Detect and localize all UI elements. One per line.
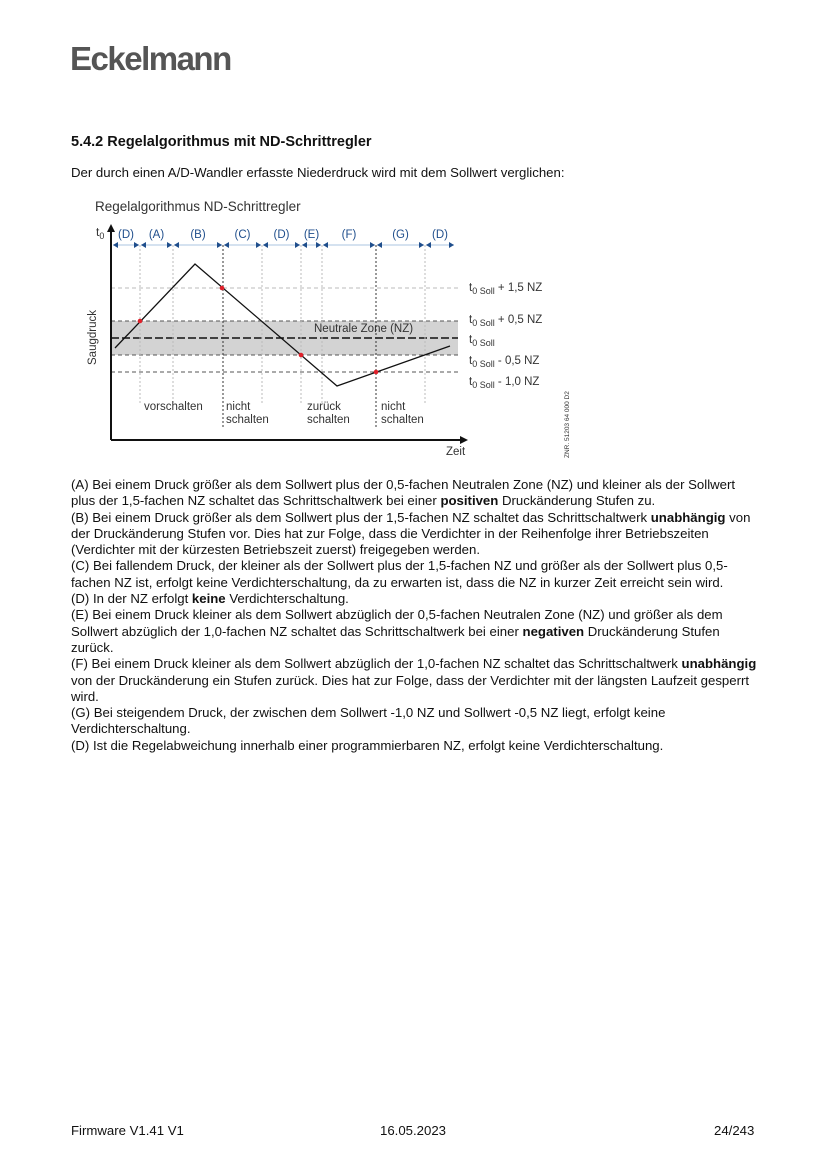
- action-label: schalten: [307, 414, 350, 426]
- phase-label: (D): [432, 229, 448, 241]
- footer-version: Firmware V1.41 V1: [71, 1123, 184, 1138]
- phase-label: (A): [148, 229, 165, 241]
- eckelmann-logo: Eckelmann: [70, 40, 231, 77]
- action-label: nicht: [226, 401, 251, 413]
- explanation-paragraph: [71, 558, 761, 591]
- explanation-paragraph: [71, 510, 761, 559]
- phase-label: (E): [303, 229, 320, 241]
- section-heading: 5.4.2 Regelalgorithmus mit ND-Schrittregler: [71, 134, 372, 150]
- level-label: $t_{0 Soll} + 0,5$ NZ: [469, 314, 543, 328]
- phase-label: (G): [392, 229, 409, 241]
- phase-label: (D): [273, 229, 290, 241]
- emphasis: unabhängig: [650, 509, 726, 525]
- explanation-paragraph: [71, 656, 761, 705]
- text: von der Druckänderung Stufen vor. Dies hat zur Folge, dass die Verdichter in der Reihenfolge ihrer Betriebszeiten (Verdichter mit der kürzesten Betriebszeit zuerst) freigegeben werden.: [71, 509, 751, 558]
- text: Druckänderung Stufen zu.: [498, 493, 656, 509]
- svg-text:t0: $t_0$: [96, 225, 105, 241]
- text: (E) Bei einem Druck kleiner als dem Sollwert abzüglich der 0,5-fachen Neutralen Zone (NZ) und größer als dem Sollwert abzüglich der 1,0-fachen NZ schaltet das Schrittschaltwerk bei einer: [71, 607, 723, 639]
- phase-label: (D): [118, 229, 134, 241]
- text: (D) In der NZ erfolgt: [71, 591, 192, 607]
- intro-text: Der durch einen A/D-Wandler erfasste Niederdruck wird mit dem Sollwert verglichen:: [71, 165, 565, 180]
- action-label: schalten: [381, 414, 424, 426]
- text: Verdichterschaltung.: [225, 591, 349, 607]
- explanation-paragraph: [71, 607, 761, 656]
- explanation-paragraph: [71, 705, 761, 738]
- text: (C) Bei fallendem Druck, der kleiner als der Sollwert plus der 1,5-fachen NZ und größer als der Sollwert plus 0,5-fachen NZ ist, erfolgt keine Verdichterschaltung, da zu erwarten ist, dass die NZ in kurzer Zeit erreicht sein wird.: [71, 558, 728, 590]
- phase-label: (B): [190, 229, 206, 241]
- explanation-paragraph: [71, 477, 761, 510]
- neutral-zone-label: Neutrale Zone (NZ): [314, 323, 414, 335]
- emphasis: keine: [191, 591, 226, 607]
- phase-label: (C): [234, 229, 251, 241]
- explanation-text: [71, 477, 761, 754]
- level-label: $t_{0 Soll}$: [469, 334, 495, 348]
- control-diagram: [0, 0, 827, 470]
- text: (B) Bei einem Druck größer als dem Sollwert plus der 1,5-fachen NZ schaltet das Schrittschaltwerk: [71, 509, 651, 525]
- text: (G) Bei steigendem Druck, der zwischen dem Sollwert -1,0 NZ und Sollwert -0,5 NZ liegt, erfolgt keine Verdichterschaltung.: [71, 705, 666, 737]
- footer-date: 16.05.2023: [380, 1123, 447, 1138]
- text: (A) Bei einem Druck größer als dem Sollwert plus der 0,5-fachen Neutralen Zone (NZ) und kleiner als der Sollwert plus der 1,5-fachen NZ schaltet das Schrittschaltwerk bei einer: [71, 477, 736, 509]
- explanation-paragraph: [71, 591, 761, 607]
- action-label: vorschalten: [144, 401, 203, 413]
- explanation-paragraph: [71, 738, 761, 754]
- emphasis: unabhängig: [681, 656, 757, 672]
- x-axis-label: Zeit: [446, 446, 466, 458]
- footer-page-number: 24/243: [714, 1123, 755, 1138]
- action-label: schalten: [226, 414, 269, 426]
- action-label: zurück: [307, 401, 341, 413]
- level-label: $t_{0 Soll} + 1,5$ NZ: [469, 282, 543, 296]
- level-label: $t_{0 Soll} - 0,5$ NZ: [469, 355, 540, 369]
- emphasis: positiven: [440, 493, 499, 509]
- level-label: $t_{0 Soll} - 1,0$ NZ: [469, 376, 540, 390]
- drawing-number: ZNR. 51203 64 000 D2: [564, 391, 571, 458]
- diagram-title: Regelalgorithmus ND-Schrittregler: [95, 199, 301, 214]
- text: (F) Bei einem Druck kleiner als dem Sollwert abzüglich der 1,0-fachen NZ schaltet das Schrittschaltwerk: [71, 656, 682, 672]
- emphasis: negativen: [522, 623, 585, 639]
- text: von der Druckänderung ein Stufen zurück. Dies hat zur Folge, dass der Verdichter mit der längsten Laufzeit gesperrt wird.: [71, 672, 750, 704]
- text: (D) Ist die Regelabweichung innerhalb einer programmierbaren NZ, erfolgt keine Verdichterschaltung.: [71, 737, 664, 753]
- y-axis-label: Saugdruck: [87, 310, 99, 365]
- action-label: nicht: [381, 401, 406, 413]
- text: Druckänderung Stufen zurück.: [71, 623, 720, 655]
- phase-label: (F): [341, 229, 357, 241]
- phase-arrows: [113, 242, 454, 248]
